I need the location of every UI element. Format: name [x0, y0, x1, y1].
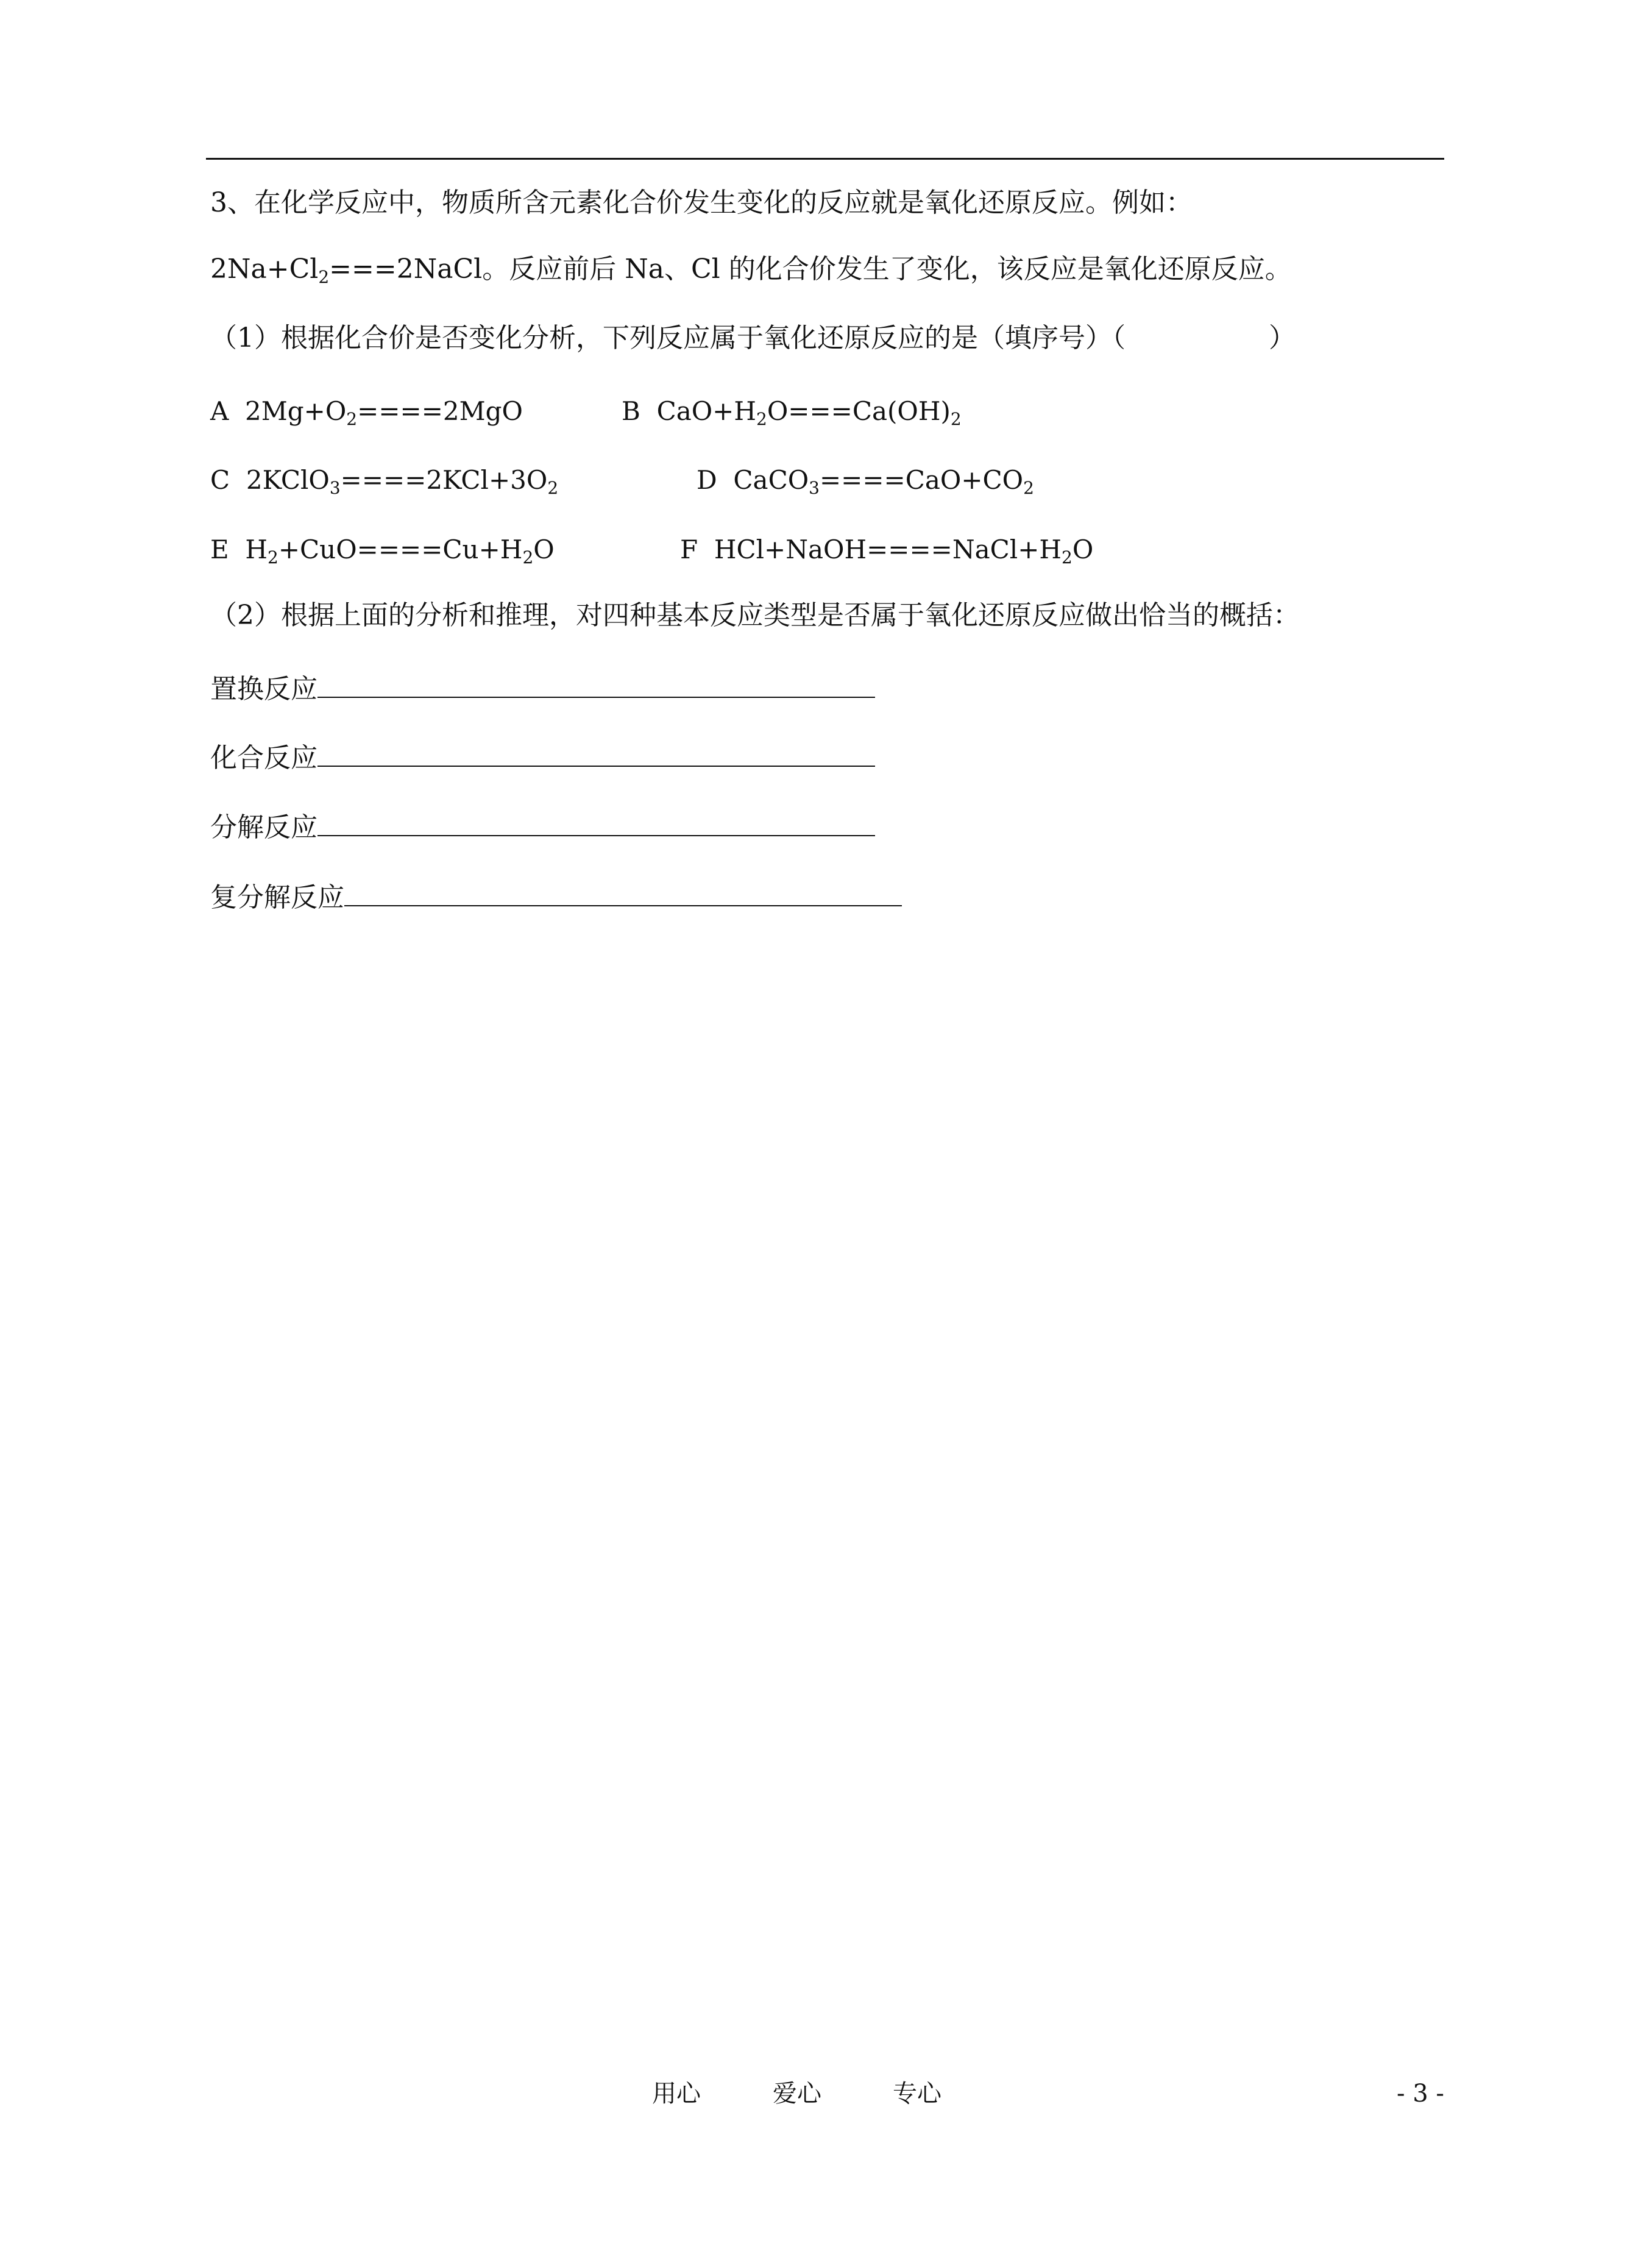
page-number: - 3 -: [1397, 2080, 1444, 2108]
part1-text: （1）根据化合价是否变化分析，下列反应属于氧化还原反应的是（填序号）（: [210, 322, 1126, 354]
example-equation: $2Na+Cl_2===2NaCl$: [210, 254, 483, 287]
footer-motto-2: 爱心: [773, 2080, 821, 2108]
footer-motto-1: 用心: [652, 2080, 701, 2108]
type-label: 化合反应: [210, 742, 317, 773]
type-row-decomposition: [210, 806, 875, 846]
type-label: 复分解反应: [210, 882, 344, 913]
part1-question: [210, 320, 1296, 357]
option-d: D $CaCO_3====CaO+CO_2$: [697, 465, 1034, 498]
example-explanation: 。反应前后 Na、Cl 的化合价发生了变化，该反应是氧化还原反应。: [482, 254, 1292, 285]
option-b: B $CaO+H_2O===Ca(OH)_2$: [622, 396, 962, 429]
part2-text: （2）根据上面的分析和推理，对四种基本反应类型是否属于氧化还原反应做出恰当的概括：: [210, 600, 1300, 631]
type-row-combination: [210, 736, 875, 777]
option-a: A $2Mg+O_2====2MgO$: [210, 396, 523, 429]
header-rule: [206, 158, 1444, 160]
part1-close-paren: ）: [1269, 322, 1296, 354]
answer-blank[interactable]: [317, 736, 875, 767]
option-f: F $HCl+NaOH====NaCl+H_2O$: [680, 535, 1094, 567]
question-intro-line2: [210, 251, 1292, 288]
question-intro-line1: [210, 185, 1193, 221]
footer-motto-3: 专心: [893, 2080, 941, 2108]
answer-blank[interactable]: [317, 806, 875, 836]
option-c: C $2KClO_3====2KCl+3O_2$: [210, 465, 559, 498]
type-label: 置换反应: [210, 674, 317, 705]
answer-blank[interactable]: [317, 667, 875, 698]
type-label: 分解反应: [210, 812, 317, 843]
intro-text: 3、在化学反应中，物质所含元素化合价发生变化的反应就是氧化还原反应。例如：: [210, 187, 1193, 218]
type-row-displacement: [210, 667, 875, 708]
part2-question: [210, 597, 1300, 634]
option-e: E $H_2+CuO====Cu+H_2O$: [210, 535, 555, 567]
answer-blank[interactable]: [344, 876, 902, 906]
type-row-double-decomposition: [210, 876, 902, 916]
